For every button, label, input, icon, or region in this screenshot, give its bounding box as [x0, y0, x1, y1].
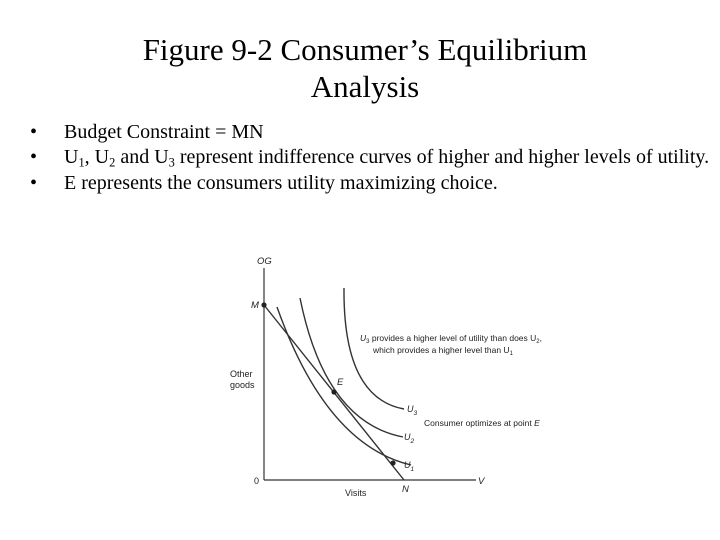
point-n-curve-dot [390, 460, 395, 465]
indifference-curve-u1 [277, 307, 411, 465]
slide-title-line-1: Figure 9-2 Consumer’s Equilibrium [142, 32, 588, 67]
bullet-equilibrium-point: • E represents the consumers utility maximizing choice. [30, 171, 498, 194]
bullet-dot: • [30, 121, 38, 143]
origin-label: 0 [254, 476, 260, 486]
bullet-dot: • [30, 171, 38, 194]
x-axis-label: Visits [345, 488, 367, 498]
indifference-curve-u2 [300, 298, 403, 437]
curve-label-u3: $U_3$ [407, 404, 418, 417]
point-m-label: M [251, 300, 259, 311]
point-e-dot [331, 389, 336, 394]
utility-note-line-2: which provides a higher level than $U_1$ [373, 345, 513, 357]
y-axis-tick-label: OG [257, 256, 272, 267]
y-axis-label-line-2: goods [230, 380, 255, 390]
curve-label-u2: $U_2$ [404, 432, 415, 445]
point-e-label: E [337, 377, 344, 388]
utility-note-line-1: $U_3$ provides a higher level of utility than does $U_2$, [360, 333, 542, 345]
bullet-indifference-curves: • $U_1$, $U_2$ and $U_3$ represent indifference curves of higher and higher levels of utility. [30, 146, 710, 171]
optimize-note: Consumer optimizes at point E [424, 418, 540, 428]
x-axis-tick-label: V [478, 476, 485, 487]
bullet-budget-constraint: • Budget Constraint = MN [30, 121, 264, 143]
bullet-dot: • [30, 146, 38, 169]
point-m-dot [261, 302, 266, 307]
slide-title-line-2: Analysis [310, 68, 420, 104]
y-axis-label-line-1: Other [230, 369, 253, 379]
point-n-label: N [402, 484, 409, 495]
curve-label-u1: $U_1$ [404, 460, 415, 473]
